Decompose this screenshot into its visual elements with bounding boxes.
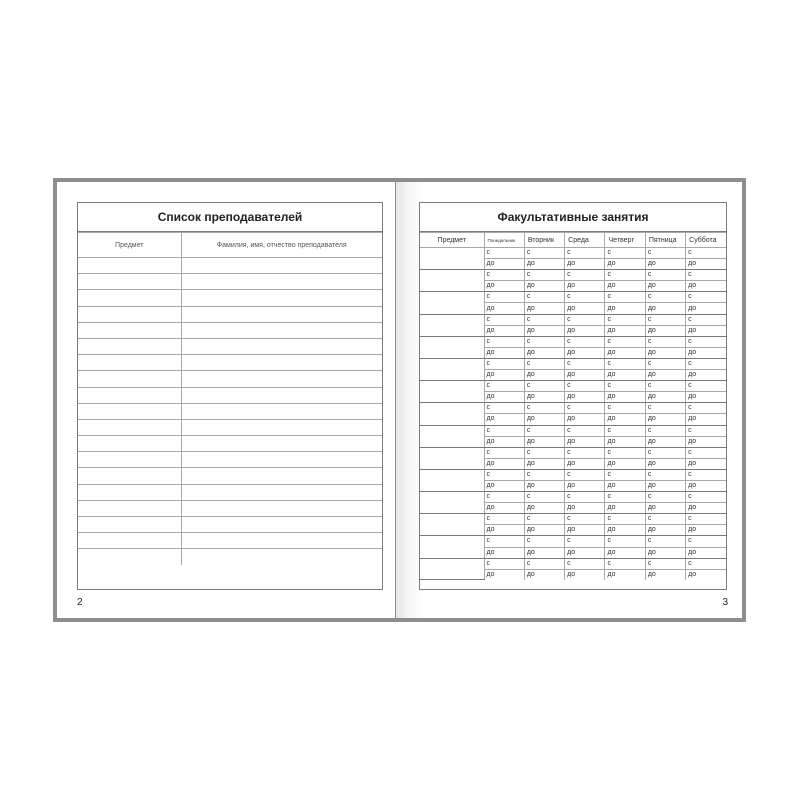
time-from-cell[interactable]: с bbox=[565, 536, 605, 547]
time-to-cell[interactable]: до bbox=[686, 281, 726, 292]
subject-cell[interactable] bbox=[78, 517, 181, 533]
table-row bbox=[78, 484, 382, 500]
time-from-cell[interactable]: с bbox=[605, 447, 645, 458]
electives-title: Факультативные занятия bbox=[420, 203, 726, 232]
time-from-cell[interactable]: с bbox=[645, 270, 685, 281]
table-row bbox=[420, 270, 726, 281]
subject-cell[interactable] bbox=[78, 452, 181, 468]
time-from-cell[interactable]: с bbox=[686, 270, 726, 281]
subject-cell[interactable] bbox=[78, 274, 181, 290]
time-to-cell[interactable]: до bbox=[484, 547, 524, 558]
elective-subject-cell[interactable] bbox=[420, 447, 484, 469]
time-from-cell[interactable]: с bbox=[524, 248, 564, 259]
table-row bbox=[78, 322, 382, 338]
table-row bbox=[420, 558, 726, 569]
time-to-cell[interactable]: до bbox=[686, 259, 726, 270]
page-number-left: 2 bbox=[77, 597, 83, 608]
time-to-cell[interactable]: до bbox=[605, 525, 645, 536]
time-from-cell[interactable]: с bbox=[645, 314, 685, 325]
teachers-list-title: Список преподавателей bbox=[78, 203, 382, 232]
time-to-cell[interactable]: до bbox=[565, 503, 605, 514]
table-row bbox=[78, 452, 382, 468]
time-to-cell[interactable]: до bbox=[645, 480, 685, 491]
time-to-cell[interactable]: до bbox=[645, 436, 685, 447]
time-from-cell[interactable]: с bbox=[605, 425, 645, 436]
time-to-cell[interactable]: до bbox=[484, 281, 524, 292]
time-to-cell[interactable]: до bbox=[686, 569, 726, 580]
electives-table bbox=[420, 232, 726, 580]
time-from-cell[interactable]: с bbox=[686, 403, 726, 414]
time-to-cell[interactable]: до bbox=[565, 281, 605, 292]
time-to-cell[interactable]: до bbox=[645, 347, 685, 358]
time-from-cell[interactable]: с bbox=[686, 248, 726, 259]
time-to-cell[interactable]: до bbox=[484, 458, 524, 469]
time-from-cell[interactable]: с bbox=[605, 314, 645, 325]
time-from-cell[interactable]: с bbox=[524, 558, 564, 569]
subject-cell[interactable] bbox=[78, 500, 181, 516]
time-from-cell[interactable]: с bbox=[565, 358, 605, 369]
teachers-table bbox=[78, 232, 382, 565]
table-row bbox=[78, 533, 382, 549]
time-to-cell[interactable]: до bbox=[524, 347, 564, 358]
time-from-cell[interactable]: с bbox=[686, 447, 726, 458]
time-from-cell[interactable]: с bbox=[565, 248, 605, 259]
teacher-name-cell[interactable] bbox=[181, 468, 382, 484]
time-to-cell[interactable]: до bbox=[565, 392, 605, 403]
time-from-cell[interactable]: с bbox=[565, 447, 605, 458]
day-header-monday: Понедельник bbox=[484, 233, 524, 248]
time-from-cell[interactable]: с bbox=[565, 403, 605, 414]
time-to-cell[interactable]: до bbox=[484, 436, 524, 447]
time-from-cell[interactable]: с bbox=[645, 447, 685, 458]
time-from-cell[interactable]: с bbox=[686, 292, 726, 303]
subject-cell[interactable] bbox=[78, 419, 181, 435]
time-to-cell[interactable]: до bbox=[645, 569, 685, 580]
time-to-cell[interactable]: до bbox=[484, 392, 524, 403]
time-from-cell[interactable]: с bbox=[484, 425, 524, 436]
time-from-cell[interactable]: с bbox=[686, 514, 726, 525]
time-from-cell[interactable]: с bbox=[484, 469, 524, 480]
time-from-cell[interactable]: с bbox=[686, 558, 726, 569]
time-from-cell[interactable]: с bbox=[524, 447, 564, 458]
time-to-cell[interactable]: до bbox=[605, 392, 645, 403]
time-to-cell[interactable]: до bbox=[524, 569, 564, 580]
teacher-name-cell[interactable] bbox=[181, 371, 382, 387]
teacher-name-cell[interactable] bbox=[181, 258, 382, 274]
day-header-saturday: Суббота bbox=[686, 233, 726, 248]
time-from-cell[interactable]: с bbox=[686, 492, 726, 503]
table-row bbox=[78, 468, 382, 484]
table-row bbox=[420, 358, 726, 369]
elective-subject-cell[interactable] bbox=[420, 292, 484, 314]
teacher-name-cell[interactable] bbox=[181, 306, 382, 322]
time-from-cell[interactable]: с bbox=[605, 536, 645, 547]
table-row bbox=[78, 274, 382, 290]
table-row bbox=[420, 492, 726, 503]
time-from-cell[interactable]: с bbox=[605, 248, 645, 259]
time-to-cell[interactable]: до bbox=[605, 458, 645, 469]
time-from-cell[interactable]: с bbox=[605, 492, 645, 503]
table-row bbox=[420, 248, 726, 259]
time-to-cell[interactable]: до bbox=[524, 370, 564, 381]
time-from-cell[interactable]: с bbox=[645, 536, 685, 547]
time-to-cell[interactable]: до bbox=[524, 414, 564, 425]
time-to-cell[interactable]: до bbox=[605, 436, 645, 447]
time-from-cell[interactable]: с bbox=[645, 358, 685, 369]
table-row bbox=[420, 425, 726, 436]
time-to-cell[interactable]: до bbox=[565, 436, 605, 447]
time-from-cell[interactable]: с bbox=[605, 381, 645, 392]
time-to-cell[interactable]: до bbox=[645, 503, 685, 514]
teacher-name-cell[interactable] bbox=[181, 419, 382, 435]
time-to-cell[interactable]: до bbox=[605, 325, 645, 336]
table-row bbox=[420, 514, 726, 525]
table-row bbox=[420, 403, 726, 414]
time-from-cell[interactable]: с bbox=[565, 492, 605, 503]
time-to-cell[interactable]: до bbox=[645, 325, 685, 336]
time-from-cell[interactable]: с bbox=[524, 381, 564, 392]
time-to-cell[interactable]: до bbox=[645, 259, 685, 270]
time-from-cell[interactable]: с bbox=[605, 514, 645, 525]
time-to-cell[interactable]: до bbox=[605, 414, 645, 425]
time-from-cell[interactable]: с bbox=[524, 314, 564, 325]
time-to-cell[interactable]: до bbox=[605, 303, 645, 314]
subject-cell[interactable] bbox=[78, 533, 181, 549]
time-from-cell[interactable]: с bbox=[524, 292, 564, 303]
time-to-cell[interactable]: до bbox=[605, 503, 645, 514]
time-from-cell[interactable]: с bbox=[524, 469, 564, 480]
left-page bbox=[57, 182, 395, 618]
time-from-cell[interactable]: с bbox=[686, 536, 726, 547]
table-row bbox=[78, 419, 382, 435]
elective-subject-cell[interactable] bbox=[420, 314, 484, 336]
time-to-cell[interactable]: до bbox=[565, 458, 605, 469]
table-row bbox=[420, 469, 726, 480]
time-to-cell[interactable]: до bbox=[524, 480, 564, 491]
time-to-cell[interactable]: до bbox=[524, 325, 564, 336]
table-row bbox=[420, 292, 726, 303]
time-to-cell[interactable]: до bbox=[524, 436, 564, 447]
time-from-cell[interactable]: с bbox=[524, 270, 564, 281]
time-to-cell[interactable]: до bbox=[524, 458, 564, 469]
day-header-thursday: Четверг bbox=[605, 233, 645, 248]
table-row bbox=[78, 403, 382, 419]
teacher-name-cell[interactable] bbox=[181, 452, 382, 468]
time-to-cell[interactable]: до bbox=[645, 303, 685, 314]
time-from-cell[interactable]: с bbox=[645, 292, 685, 303]
time-to-cell[interactable]: до bbox=[686, 458, 726, 469]
day-header-friday: Пятница bbox=[645, 233, 685, 248]
time-from-cell[interactable]: с bbox=[484, 270, 524, 281]
electives-frame bbox=[419, 202, 727, 590]
subject-cell[interactable] bbox=[78, 468, 181, 484]
time-from-cell[interactable]: с bbox=[484, 558, 524, 569]
time-from-cell[interactable]: с bbox=[484, 514, 524, 525]
elective-subject-cell[interactable] bbox=[420, 425, 484, 447]
time-from-cell[interactable]: с bbox=[645, 403, 685, 414]
table-row bbox=[78, 387, 382, 403]
time-from-cell[interactable]: с bbox=[484, 314, 524, 325]
electives-table-body bbox=[420, 248, 726, 580]
time-to-cell[interactable]: до bbox=[484, 569, 524, 580]
time-from-cell[interactable]: с bbox=[605, 270, 645, 281]
time-to-cell[interactable]: до bbox=[605, 569, 645, 580]
subject-cell[interactable] bbox=[78, 290, 181, 306]
time-to-cell[interactable]: до bbox=[484, 325, 524, 336]
time-from-cell[interactable]: с bbox=[484, 358, 524, 369]
time-to-cell[interactable]: до bbox=[484, 259, 524, 270]
time-from-cell[interactable]: с bbox=[484, 248, 524, 259]
day-header-tuesday: Вторник bbox=[524, 233, 564, 248]
time-from-cell[interactable]: с bbox=[524, 492, 564, 503]
teacher-name-cell[interactable] bbox=[181, 355, 382, 371]
time-from-cell[interactable]: с bbox=[605, 469, 645, 480]
time-to-cell[interactable]: до bbox=[565, 414, 605, 425]
time-to-cell[interactable]: до bbox=[565, 480, 605, 491]
subject-cell[interactable] bbox=[78, 306, 181, 322]
time-from-cell[interactable]: с bbox=[565, 336, 605, 347]
table-row bbox=[420, 336, 726, 347]
elective-subject-cell[interactable] bbox=[420, 270, 484, 292]
time-to-cell[interactable]: до bbox=[605, 259, 645, 270]
time-to-cell[interactable]: до bbox=[524, 281, 564, 292]
elective-subject-cell[interactable] bbox=[420, 381, 484, 403]
subject-column-header: Предмет bbox=[78, 233, 181, 258]
elective-subject-cell[interactable] bbox=[420, 536, 484, 558]
time-from-cell[interactable]: с bbox=[484, 447, 524, 458]
time-from-cell[interactable]: с bbox=[645, 248, 685, 259]
notebook-spread bbox=[53, 178, 746, 622]
table-row bbox=[78, 371, 382, 387]
time-to-cell[interactable]: до bbox=[565, 325, 605, 336]
time-from-cell[interactable]: с bbox=[645, 381, 685, 392]
time-from-cell[interactable]: с bbox=[686, 336, 726, 347]
table-row bbox=[78, 290, 382, 306]
teachers-table-body bbox=[78, 258, 382, 565]
page-number-right: 3 bbox=[722, 597, 728, 608]
time-to-cell[interactable]: до bbox=[645, 458, 685, 469]
time-from-cell[interactable]: с bbox=[524, 425, 564, 436]
time-to-cell[interactable]: до bbox=[686, 325, 726, 336]
time-from-cell[interactable]: с bbox=[565, 270, 605, 281]
time-to-cell[interactable]: до bbox=[484, 480, 524, 491]
time-to-cell[interactable]: до bbox=[645, 525, 685, 536]
time-from-cell[interactable]: с bbox=[565, 469, 605, 480]
time-from-cell[interactable]: с bbox=[605, 292, 645, 303]
time-to-cell[interactable]: до bbox=[565, 370, 605, 381]
time-to-cell[interactable]: до bbox=[524, 392, 564, 403]
day-header-wednesday: Среда bbox=[565, 233, 605, 248]
table-row bbox=[420, 381, 726, 392]
right-page bbox=[396, 182, 742, 618]
teacher-name-cell[interactable] bbox=[181, 387, 382, 403]
time-from-cell[interactable]: с bbox=[686, 314, 726, 325]
time-to-cell[interactable]: до bbox=[524, 503, 564, 514]
time-from-cell[interactable]: с bbox=[645, 558, 685, 569]
teacher-name-cell[interactable] bbox=[181, 274, 382, 290]
teachers-list-frame bbox=[77, 202, 383, 590]
table-row bbox=[78, 338, 382, 354]
elective-subject-cell[interactable] bbox=[420, 469, 484, 491]
time-to-cell[interactable]: до bbox=[645, 414, 685, 425]
teacher-name-cell[interactable] bbox=[181, 500, 382, 516]
time-from-cell[interactable]: с bbox=[645, 336, 685, 347]
elective-subject-cell[interactable] bbox=[420, 248, 484, 270]
time-to-cell[interactable]: до bbox=[605, 370, 645, 381]
teacher-name-cell[interactable] bbox=[181, 403, 382, 419]
time-to-cell[interactable]: до bbox=[645, 281, 685, 292]
time-to-cell[interactable]: до bbox=[605, 480, 645, 491]
time-to-cell[interactable]: до bbox=[565, 569, 605, 580]
time-from-cell[interactable]: с bbox=[524, 403, 564, 414]
time-from-cell[interactable]: с bbox=[524, 536, 564, 547]
time-from-cell[interactable]: с bbox=[484, 336, 524, 347]
elective-subject-cell[interactable] bbox=[420, 358, 484, 380]
time-to-cell[interactable]: до bbox=[484, 525, 524, 536]
time-to-cell[interactable]: до bbox=[686, 347, 726, 358]
time-to-cell[interactable]: до bbox=[686, 525, 726, 536]
time-from-cell[interactable]: с bbox=[524, 336, 564, 347]
subject-cell[interactable] bbox=[78, 436, 181, 452]
subject-cell[interactable] bbox=[78, 387, 181, 403]
elective-subject-header: Предмет bbox=[420, 233, 484, 248]
time-from-cell[interactable]: с bbox=[605, 403, 645, 414]
time-to-cell[interactable]: до bbox=[524, 547, 564, 558]
time-from-cell[interactable]: с bbox=[484, 536, 524, 547]
elective-subject-cell[interactable] bbox=[420, 336, 484, 358]
table-row bbox=[78, 517, 382, 533]
time-to-cell[interactable]: до bbox=[484, 370, 524, 381]
time-to-cell[interactable]: до bbox=[484, 347, 524, 358]
subject-cell[interactable] bbox=[78, 322, 181, 338]
time-to-cell[interactable]: до bbox=[565, 347, 605, 358]
elective-subject-cell[interactable] bbox=[420, 558, 484, 580]
time-from-cell[interactable]: с bbox=[524, 358, 564, 369]
time-to-cell[interactable]: до bbox=[484, 303, 524, 314]
time-from-cell[interactable]: с bbox=[605, 336, 645, 347]
time-to-cell[interactable]: до bbox=[605, 347, 645, 358]
time-to-cell[interactable]: до bbox=[686, 436, 726, 447]
time-to-cell[interactable]: до bbox=[686, 392, 726, 403]
time-to-cell[interactable]: до bbox=[605, 281, 645, 292]
time-from-cell[interactable]: с bbox=[484, 492, 524, 503]
subject-cell[interactable] bbox=[78, 371, 181, 387]
teacher-name-cell[interactable] bbox=[181, 290, 382, 306]
time-to-cell[interactable]: до bbox=[565, 547, 605, 558]
time-from-cell[interactable]: с bbox=[645, 514, 685, 525]
time-from-cell[interactable]: с bbox=[484, 292, 524, 303]
time-to-cell[interactable]: до bbox=[484, 414, 524, 425]
time-from-cell[interactable]: с bbox=[605, 558, 645, 569]
time-to-cell[interactable]: до bbox=[565, 259, 605, 270]
time-to-cell[interactable]: до bbox=[605, 547, 645, 558]
time-from-cell[interactable]: с bbox=[686, 469, 726, 480]
table-row bbox=[78, 500, 382, 516]
elective-subject-cell[interactable] bbox=[420, 492, 484, 514]
teacher-name-cell[interactable] bbox=[181, 533, 382, 549]
teacher-name-cell[interactable] bbox=[181, 322, 382, 338]
subject-cell[interactable] bbox=[78, 338, 181, 354]
subject-cell[interactable] bbox=[78, 403, 181, 419]
time-to-cell[interactable]: до bbox=[686, 547, 726, 558]
time-to-cell[interactable]: до bbox=[686, 303, 726, 314]
time-from-cell[interactable]: с bbox=[524, 514, 564, 525]
time-from-cell[interactable]: с bbox=[686, 425, 726, 436]
time-from-cell[interactable]: с bbox=[565, 514, 605, 525]
time-from-cell[interactable]: с bbox=[484, 403, 524, 414]
time-to-cell[interactable]: до bbox=[645, 547, 685, 558]
subject-cell[interactable] bbox=[78, 549, 181, 565]
table-row bbox=[78, 549, 382, 565]
time-to-cell[interactable]: до bbox=[686, 480, 726, 491]
table-row bbox=[78, 258, 382, 274]
time-to-cell[interactable]: до bbox=[484, 503, 524, 514]
teacher-name-column-header: Фамилия, имя, отчество преподавателя bbox=[181, 233, 382, 258]
time-to-cell[interactable]: до bbox=[645, 370, 685, 381]
time-from-cell[interactable]: с bbox=[565, 292, 605, 303]
time-to-cell[interactable]: до bbox=[565, 303, 605, 314]
time-from-cell[interactable]: с bbox=[565, 314, 605, 325]
teacher-name-cell[interactable] bbox=[181, 338, 382, 354]
time-from-cell[interactable]: с bbox=[565, 381, 605, 392]
time-from-cell[interactable]: с bbox=[605, 358, 645, 369]
time-to-cell[interactable]: до bbox=[645, 392, 685, 403]
time-to-cell[interactable]: до bbox=[686, 414, 726, 425]
subject-cell[interactable] bbox=[78, 258, 181, 274]
elective-subject-cell[interactable] bbox=[420, 403, 484, 425]
time-from-cell[interactable]: с bbox=[686, 381, 726, 392]
time-to-cell[interactable]: до bbox=[686, 370, 726, 381]
teacher-name-cell[interactable] bbox=[181, 549, 382, 565]
time-from-cell[interactable]: с bbox=[645, 469, 685, 480]
time-from-cell[interactable]: с bbox=[484, 381, 524, 392]
teacher-name-cell[interactable] bbox=[181, 484, 382, 500]
table-row bbox=[420, 447, 726, 458]
elective-subject-cell[interactable] bbox=[420, 514, 484, 536]
table-row bbox=[78, 355, 382, 371]
table-row bbox=[420, 314, 726, 325]
time-to-cell[interactable]: до bbox=[524, 303, 564, 314]
table-row bbox=[78, 436, 382, 452]
teacher-name-cell[interactable] bbox=[181, 517, 382, 533]
table-row bbox=[420, 536, 726, 547]
time-from-cell[interactable]: с bbox=[565, 558, 605, 569]
teacher-name-cell[interactable] bbox=[181, 436, 382, 452]
table-row bbox=[78, 306, 382, 322]
time-from-cell[interactable]: с bbox=[565, 425, 605, 436]
time-from-cell[interactable]: с bbox=[645, 492, 685, 503]
subject-cell[interactable] bbox=[78, 484, 181, 500]
time-to-cell[interactable]: до bbox=[524, 525, 564, 536]
time-to-cell[interactable]: до bbox=[686, 503, 726, 514]
subject-cell[interactable] bbox=[78, 355, 181, 371]
time-from-cell[interactable]: с bbox=[686, 358, 726, 369]
time-to-cell[interactable]: до bbox=[565, 525, 605, 536]
time-to-cell[interactable]: до bbox=[524, 259, 564, 270]
time-from-cell[interactable]: с bbox=[645, 425, 685, 436]
